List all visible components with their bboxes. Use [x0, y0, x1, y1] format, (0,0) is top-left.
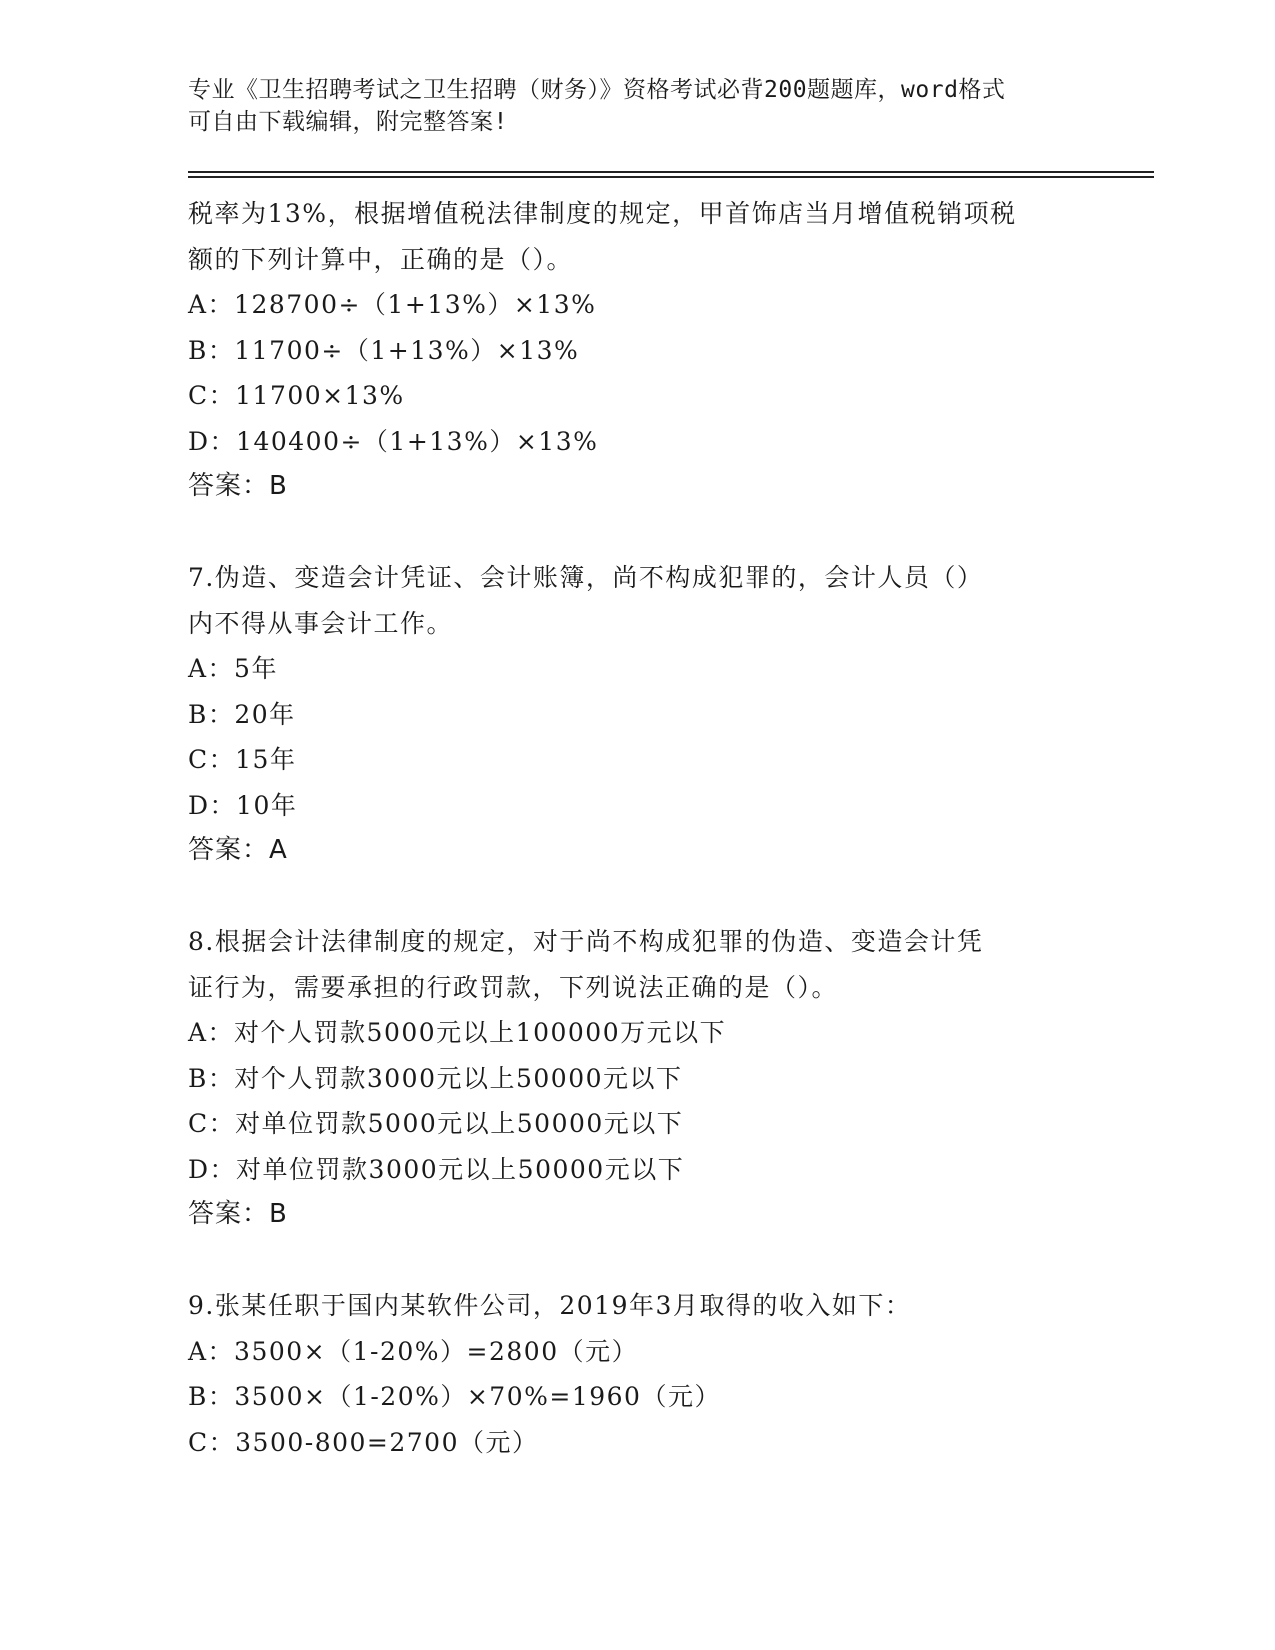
question-8	[188, 919, 1128, 1238]
document-header	[188, 74, 1088, 138]
option-d: D：140400÷（1+13%）×13%	[188, 426, 599, 456]
question-7	[188, 555, 1128, 874]
option-c: C：对单位罚款5000元以上50000元以下	[188, 1109, 684, 1138]
question-stem-line: 7.伪造、变造会计凭证、会计账簿，尚不构成犯罪的，会计人员（）	[188, 563, 984, 592]
question-stem-line: 证行为，需要承担的行政罚款，下列说法正确的是（）。	[188, 972, 839, 1002]
option-c: C：11700×13%	[188, 381, 405, 410]
answer: 答案：B	[188, 471, 288, 501]
spacer	[188, 874, 1128, 920]
header-title-line-1: 专业《卫生招聘考试之卫生招聘（财务）》资格考试必背200题题库，word格式	[188, 77, 1006, 103]
option-a: A：对个人罚款5000元以上100000万元以下	[188, 1018, 727, 1047]
header-rule-upper	[188, 171, 1154, 173]
answer: 答案：B	[188, 1199, 288, 1229]
question-stem-line: 税率为13%，根据增值税法律制度的规定，甲首饰店当月增值税销项税	[188, 199, 1017, 228]
spacer	[188, 510, 1128, 556]
question-stem-line: 额的下列计算中，正确的是（）。	[188, 244, 574, 274]
header-rule-lower	[188, 176, 1154, 178]
question-stem-line: 8.根据会计法律制度的规定，对于尚不构成犯罪的伪造、变造会计凭	[188, 927, 984, 956]
question-9	[188, 1283, 1128, 1465]
question-stem-line: 内不得从事会计工作。	[188, 608, 454, 638]
spacer	[188, 1238, 1128, 1284]
question-stem-line: 9.张某任职于国内某软件公司，2019年3月取得的收入如下：	[188, 1291, 912, 1320]
option-a: A：128700÷（1+13%）×13%	[188, 290, 597, 319]
option-b: B：11700÷（1+13%）×13%	[188, 335, 580, 365]
question-6	[188, 191, 1128, 510]
option-d: D：对单位罚款3000元以上50000元以下	[188, 1154, 685, 1184]
option-b: B：3500×（1-20%）×70%=1960（元）	[188, 1382, 721, 1411]
option-c: C：15年	[188, 745, 297, 774]
header-title-line-2: 可自由下载编辑，附完整答案!	[188, 109, 508, 135]
option-d: D：10年	[188, 790, 298, 820]
option-b: B：对个人罚款3000元以上50000元以下	[188, 1063, 683, 1093]
answer: 答案：A	[188, 835, 288, 865]
question-list	[188, 191, 1128, 1465]
option-c: C：3500-800=2700（元）	[188, 1427, 539, 1457]
option-b: B：20年	[188, 699, 296, 729]
option-a: A：5年	[188, 654, 278, 683]
option-a: A：3500×（1-20%）=2800（元）	[188, 1336, 639, 1366]
